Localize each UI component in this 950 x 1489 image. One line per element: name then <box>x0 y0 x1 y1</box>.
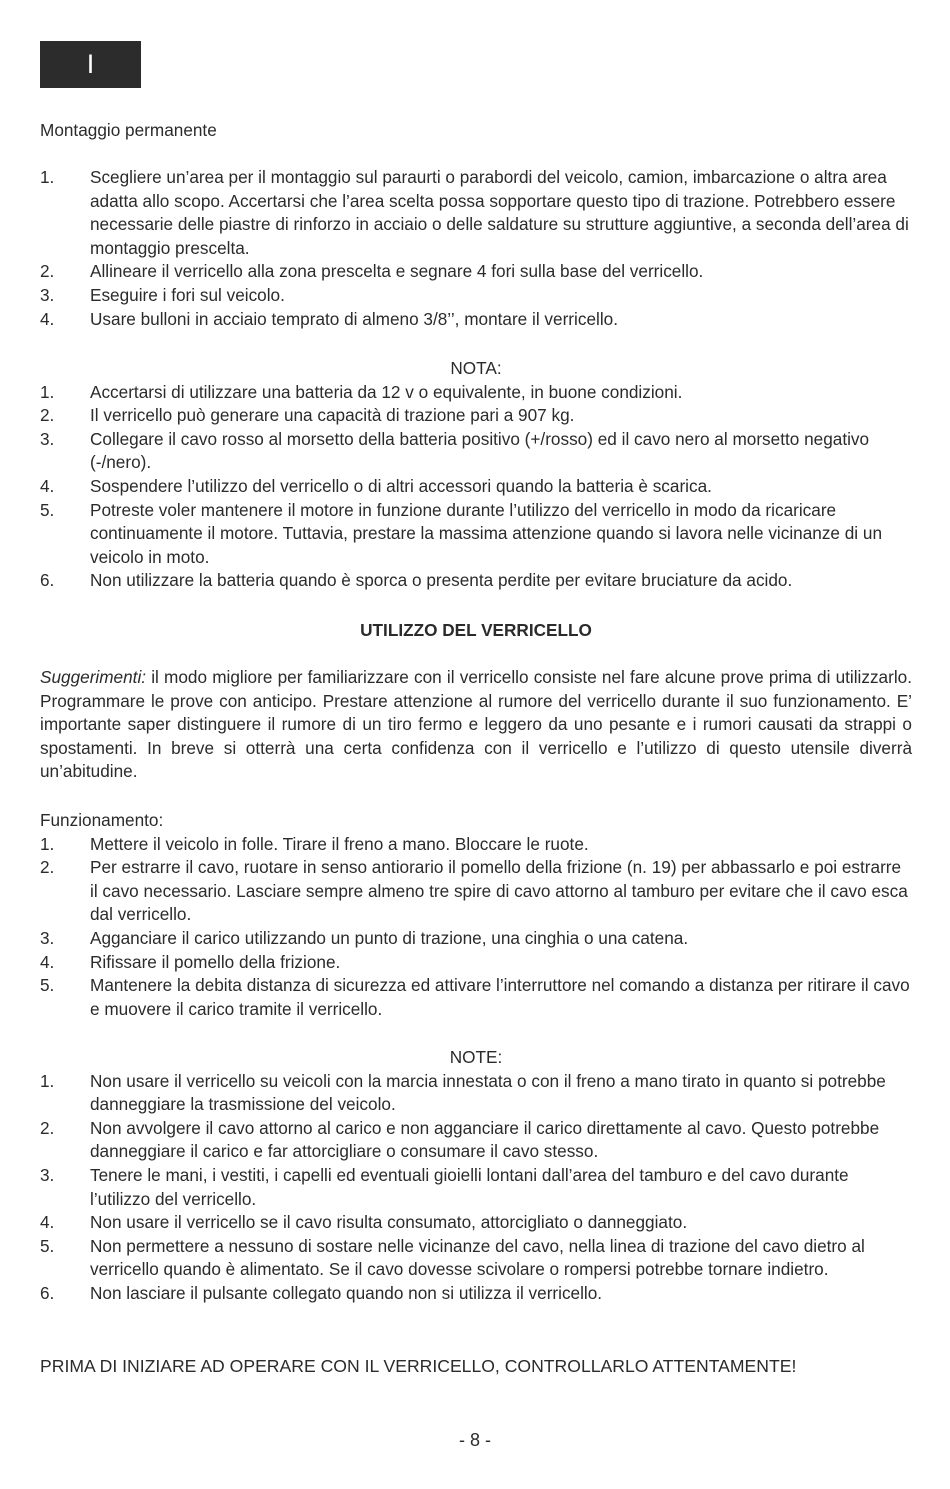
item-text: Potreste voler mantenere il motore in funzione durante l’utilizzo del verricello in modo da ricaricare continuamente il motore. Tuttavia, prestare la massima attenzione quando si lavora nelle vicinanze di un veicolo in moto. <box>90 499 883 567</box>
item-text: Sospendere l’utilizzo del verricello o di altri accessori quando la batteria è scarica. <box>90 475 712 496</box>
operation-section <box>40 809 912 1021</box>
mounting-list <box>40 166 912 331</box>
page-number: - 8 - <box>458 1430 491 1450</box>
item-text: Agganciare il carico utilizzando un punto di trazione, una cinghia o una catena. <box>90 927 689 948</box>
list-item <box>40 1211 912 1235</box>
item-text: Non utilizzare la batteria quando è sporca o presenta perdite per evitare bruciature da acido. <box>90 570 793 591</box>
list-item <box>40 166 912 260</box>
usage-heading-block <box>40 619 912 643</box>
item-number: 5. <box>40 499 55 520</box>
list-item <box>40 856 912 927</box>
item-text: Non usare il verricello su veicoli con la marcia innestata o con il freno a mano tirato in quanto si potrebbe danneggiare la trasmissione del veicolo. <box>90 1070 886 1115</box>
item-text: Mettere il veicolo in folle. Tirare il freno a mano. Bloccare le ruote. <box>90 833 589 854</box>
item-number: 3. <box>40 927 55 948</box>
item-text: Per estrarre il cavo, ruotare in senso antiorario il pomello della frizione (n. 19) per abbassarlo e poi estrarre il cavo necessario. Lasciare sempre almeno tre spire di cavo attorno al tamburo per evitare che il cavo esca dal verricello. <box>90 857 908 925</box>
list-item <box>40 475 912 499</box>
item-number: 1. <box>40 381 55 402</box>
item-number: 2. <box>40 1117 55 1138</box>
list-item <box>40 1282 912 1306</box>
item-number: 2. <box>40 857 55 878</box>
item-number: 4. <box>40 475 55 496</box>
item-number: 4. <box>40 1212 55 1233</box>
item-number: 1. <box>40 167 55 187</box>
item-text: Mantenere la debita distanza di sicurezza ed attivare l’interruttore nel comando a distanza per ritirare il cavo e muovere il carico tramite il verricello. <box>90 975 910 1019</box>
tips-paragraph-block <box>40 666 912 784</box>
final-warning-block <box>40 1355 912 1379</box>
item-text: Non usare il verricello se il cavo risulta consumato, attorcigliato o danneggiato. <box>90 1212 688 1233</box>
nota-title: NOTA: <box>450 358 502 378</box>
item-text: Usare bulloni in acciaio temprato di almeno 3/8’’, montare il verricello. <box>90 308 618 329</box>
list-item <box>40 1235 912 1282</box>
mounting-title: Montaggio permanente <box>40 120 217 140</box>
list-item <box>40 951 912 975</box>
item-number: 3. <box>40 284 55 305</box>
item-text: Non lasciare il pulsante collegato quando non si utilizza il verricello. <box>90 1282 603 1303</box>
section-heading: UTILIZZO DEL VERRICELLO <box>360 620 592 640</box>
list-item <box>40 1117 912 1164</box>
item-number: 6. <box>40 570 55 591</box>
list-item <box>40 308 912 332</box>
item-text: Scegliere un’area per il montaggio sul paraurti o parabordi del veicolo, camion, imbarcazione o altra area adatta allo scopo. Accertarsi che l’area scelta possa sopportare questo tipo di trazione. Potrebbero essere necessarie delle piastre di rinforzo in acciaio o delle saldature su strutture aggiuntive, a seconda dell’area di montaggio prescelta. <box>90 167 909 258</box>
item-number: 1. <box>40 1070 55 1091</box>
item-number: 4. <box>40 308 55 329</box>
final-warning: PRIMA DI INIZIARE AD OPERARE CON IL VERRICELLO, CONTROLLARLO ATTENTAMENTE! <box>40 1356 797 1376</box>
list-item <box>40 833 912 857</box>
item-number: 3. <box>40 428 55 449</box>
item-number: 2. <box>40 405 55 426</box>
item-number: 4. <box>40 951 55 972</box>
item-number: 3. <box>40 1164 55 1185</box>
language-tab: I <box>40 41 141 88</box>
note-title: NOTE: <box>449 1047 503 1067</box>
list-item <box>40 284 912 308</box>
tips-text: il modo migliore per familiarizzare con il verricello consiste nel fare alcune prove prima di utilizzarlo. Programmare le prove con anticipo. Prestare attenzione al rumore del verricello durante il suo funzionamento. E’ importante saper distinguere il rumore di un tiro fermo e leggero da uno pesante e i rumori causati da strappi o spostamenti. In breve si otterrà una certa confidenza con il verricello e l’utilizzo di questo utensile diverrà un’abitudine. <box>40 667 912 782</box>
list-item <box>40 569 912 593</box>
item-text: Non avvolgere il cavo attorno al carico e non agganciare il carico direttamente al cavo. Questo potrebbe danneggiare il carico e far attorcigliare o consumare il cavo stesso. <box>90 1117 880 1162</box>
item-text: Non permettere a nessuno di sostare nelle vicinanze del cavo, nella linea di trazione del cavo dietro al verricello quando è alimentato. Se il cavo dovesse scivolare o rompersi potrebbe tornare indietro. <box>90 1235 865 1280</box>
item-text: Tenere le mani, i vestiti, i capelli ed eventuali gioielli lontani dall’area del tamburo e del cavo durante l’utilizzo del verricello. <box>90 1164 849 1209</box>
item-text: Accertarsi di utilizzare una batteria da 12 v o equivalente, in buone condizioni. <box>90 381 683 402</box>
item-number: 1. <box>40 833 55 854</box>
tips-label: Suggerimenti: <box>40 667 147 687</box>
nota-section <box>40 357 912 593</box>
item-text: Il verricello può generare una capacità di trazione pari a 907 kg. <box>90 405 575 426</box>
item-number: 6. <box>40 1282 55 1303</box>
list-item <box>40 927 912 951</box>
item-text: Collegare il cavo rosso al morsetto della batteria positivo (+/rosso) ed il cavo nero al morsetto negativo (-/nero). <box>90 428 870 473</box>
item-text: Rifissare il pomello della frizione. <box>90 951 341 972</box>
item-text: Allineare il verricello alla zona prescelta e segnare 4 fori sulla base del verricello. <box>90 261 704 282</box>
list-item <box>40 404 912 428</box>
list-item <box>40 1164 912 1211</box>
list-item <box>40 260 912 284</box>
list-item <box>40 1070 912 1117</box>
note-section <box>40 1046 912 1306</box>
list-item <box>40 381 912 405</box>
list-item <box>40 974 912 1021</box>
mounting-section <box>40 119 912 143</box>
list-item <box>40 428 912 475</box>
item-text: Eseguire i fori sul veicolo. <box>90 284 285 305</box>
item-number: 5. <box>40 1235 55 1256</box>
item-number: 2. <box>40 261 55 282</box>
operation-title: Funzionamento: <box>40 810 164 830</box>
item-number: 5. <box>40 975 55 996</box>
tips-paragraph <box>40 666 912 784</box>
list-item <box>40 499 912 570</box>
